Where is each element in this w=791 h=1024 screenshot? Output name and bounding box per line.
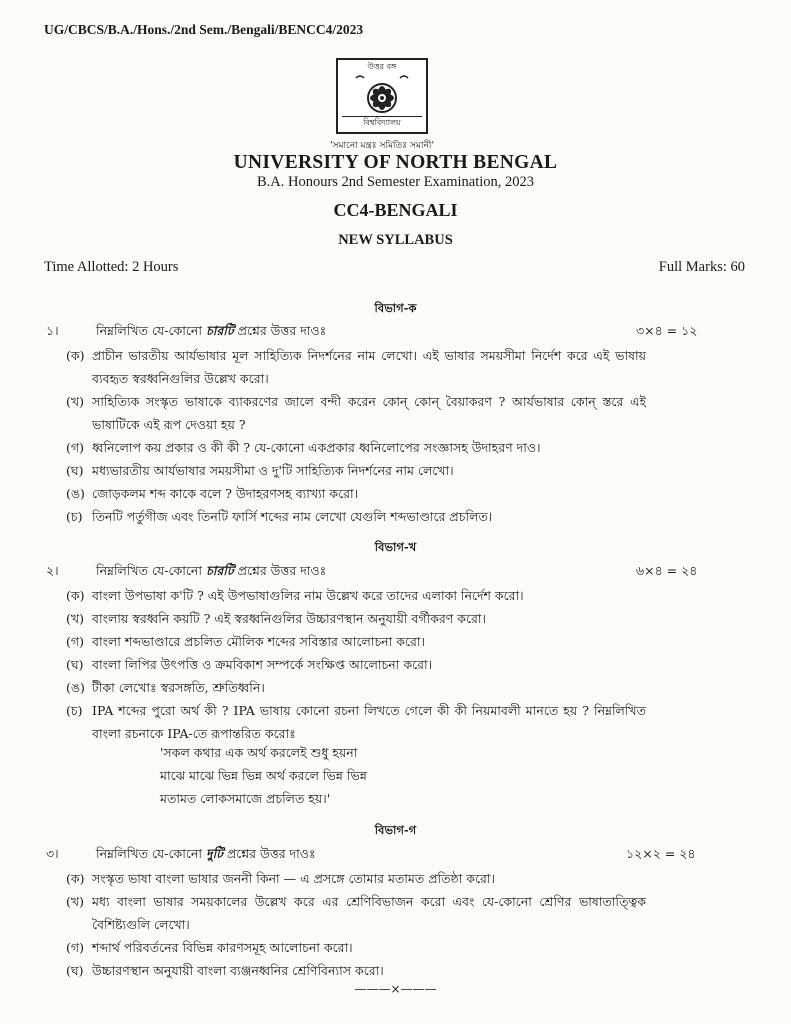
section-heading: বিভাগ-ক (374, 301, 417, 315)
question-marks: ১২×২ = ২৪ (626, 846, 696, 861)
question-number: ১। (46, 323, 59, 338)
list-item: (ঘ) উচ্চারণস্থান অনুযায়ী বাংলা ব্যঞ্জনধ্বনির শ্রেণিবিন্যাস করো। (66, 963, 384, 978)
logo-bottom-text: বিশ্ববিদ্যালয় (342, 116, 422, 130)
logo-top-text: উত্তর বঙ্গ (367, 62, 397, 71)
list-item: (গ) বাংলা শব্দভাণ্ডারে প্রচলিত মৌলিক শব্দের সবিস্তার আলোচনা করো। (66, 634, 425, 649)
question-instruction: নিম্নলিখিত যে-কোনো দুটি প্রশ্নের উত্তর দাওঃ (96, 846, 316, 861)
university-logo (336, 58, 428, 134)
exam-title: B.A. Honours 2nd Semester Examination, 2023 (256, 174, 535, 190)
time-allotted: Time Allotted: 2 Hours (44, 259, 179, 275)
list-item: (খ) বাংলায় স্বরধ্বনি কয়টি ? এই স্বরধ্বনিগুলির উচ্চারণস্থান অনুযায়ী বর্গীকরণ করো। (66, 611, 487, 626)
list-item: (ঘ) বাংলা লিপির উৎপত্তি ও ক্রমবিকাশ সম্পর্কে সংক্ষিপ্ত আলোচনা করো। (66, 657, 433, 672)
list-item: (ঙ) টীকা লেখোঃ স্বরসঙ্গতি, শ্রুতিধ্বনি। (66, 680, 265, 695)
question-marks: ৬×৪ = ২৪ (636, 563, 698, 578)
question-marks: ৩×৪ = ১২ (636, 323, 698, 338)
list-item: (চ) IPA শব্দের পুরো অর্থ কী ? IPA ভাষায় কোনো রচনা লিখতে গেলে কী কী নিয়মাবলী মানতে হয় ? নিম্নলিখিত বাংলা রচনাকে IPA-তে রূপান্তরিত করোঃ (66, 703, 646, 741)
quote-line: মাঝে মাঝে ভিন্ন ভিন্ন অর্থ করলে ভিন্ন ভিন্ন (160, 768, 367, 783)
section-heading: বিভাগ-খ (374, 540, 417, 554)
question-instruction: নিম্নলিখিত যে-কোনো চারটি প্রশ্নের উত্তর দাওঃ (96, 323, 327, 338)
course-code: UG/CBCS/B.A./Hons./2nd Sem./Bengali/BENCC4/2023 (44, 22, 364, 37)
quote-line: মতামত লোকসমাজে প্রচলিত হয়।' (160, 791, 331, 806)
end-mark: ———×——— (354, 982, 437, 996)
quote-line: 'সকল কথার এক অর্থ করলেই শুধু হয়না (160, 745, 358, 760)
paper-title: CC4-BENGALI (333, 200, 458, 220)
list-item: (ঘ) মধ্যভারতীয় আর্যভাষার সময়সীমা ও দু'টি সাহিত্যিক নিদর্শনের নাম লেখো। (66, 463, 454, 478)
list-item: (খ) মধ্য বাংলা ভাষার সময়কালের উল্লেখ করে এর শ্রেণিবিভাজন করো এবং যে-কোনো শ্রেণির ভাষাতাত্ত্বিক বৈশিষ্ট্যগুলি লেখো। (66, 894, 646, 932)
question-number: ২। (46, 563, 59, 578)
university-motto: 'সমানো মন্ত্রঃ সমিতিঃ সমানী' (330, 141, 434, 151)
university-name: UNIVERSITY OF NORTH BENGAL (233, 152, 558, 173)
list-item: (খ) সাহিত্যিক সংস্কৃত ভাষাকে ব্যাকরণের জালে বন্দী করেন কোন্‌ কোন্‌ বৈয়াকরণ ? আর্যভাষার কোন্‌ স্তরে এই ভাষাটিকে এই রূপ দেওয়া হয় ? (66, 394, 646, 432)
list-item: (ক) বাংলা উপভাষা ক'টি ? এই উপভাষাগুলির নাম উল্লেখ করে তাদের এলাকা নির্দেশ করো। (66, 588, 524, 603)
list-item: (গ) শব্দার্থ পরিবর্তনের বিভিন্ন কারণসমূহ আলোচনা করো। (66, 940, 353, 955)
list-item: (ক) প্রাচীন ভারতীয় আর্যভাষার মূল সাহিত্যিক নিদর্শনের নাম লেখো। এই ভাষার সময়সীমা নির্দেশ করে এই ভাষায় ব্যবহৃত স্বরধ্বনিগুলির উল্লেখ করো। (66, 348, 646, 386)
question-instruction: নিম্নলিখিত যে-কোনো চারটি প্রশ্নের উত্তর দাওঃ (96, 563, 327, 578)
list-item: (ঙ) জোড়কলম শব্দ কাকে বলে ? উদাহরণসহ ব্যাখ্যা করো। (66, 486, 359, 501)
list-item: (ক) সংস্কৃত ভাষা বাংলা ভাষার জননী কিনা — এ প্রসঙ্গে তোমার মতামত প্রতিষ্ঠা করো। (66, 871, 495, 886)
full-marks: Full Marks: 60 (658, 259, 745, 275)
syllabus-label: NEW SYLLABUS (338, 232, 453, 248)
question-number: ৩। (46, 846, 59, 861)
list-item: (চ) তিনটি পর্তুগীজ এবং তিনটি ফার্সি শব্দের নাম লেখো যেগুলি শব্দভাণ্ডারে প্রচলিত। (66, 509, 493, 524)
list-item: (গ) ধ্বনিলোপ কয় প্রকার ও কী কী ? যে-কোনো একপ্রকার ধ্বনিলোপের সংজ্ঞাসহ উদাহরণ দাও। (66, 440, 541, 455)
section-heading: বিভাগ-গ (374, 823, 417, 837)
